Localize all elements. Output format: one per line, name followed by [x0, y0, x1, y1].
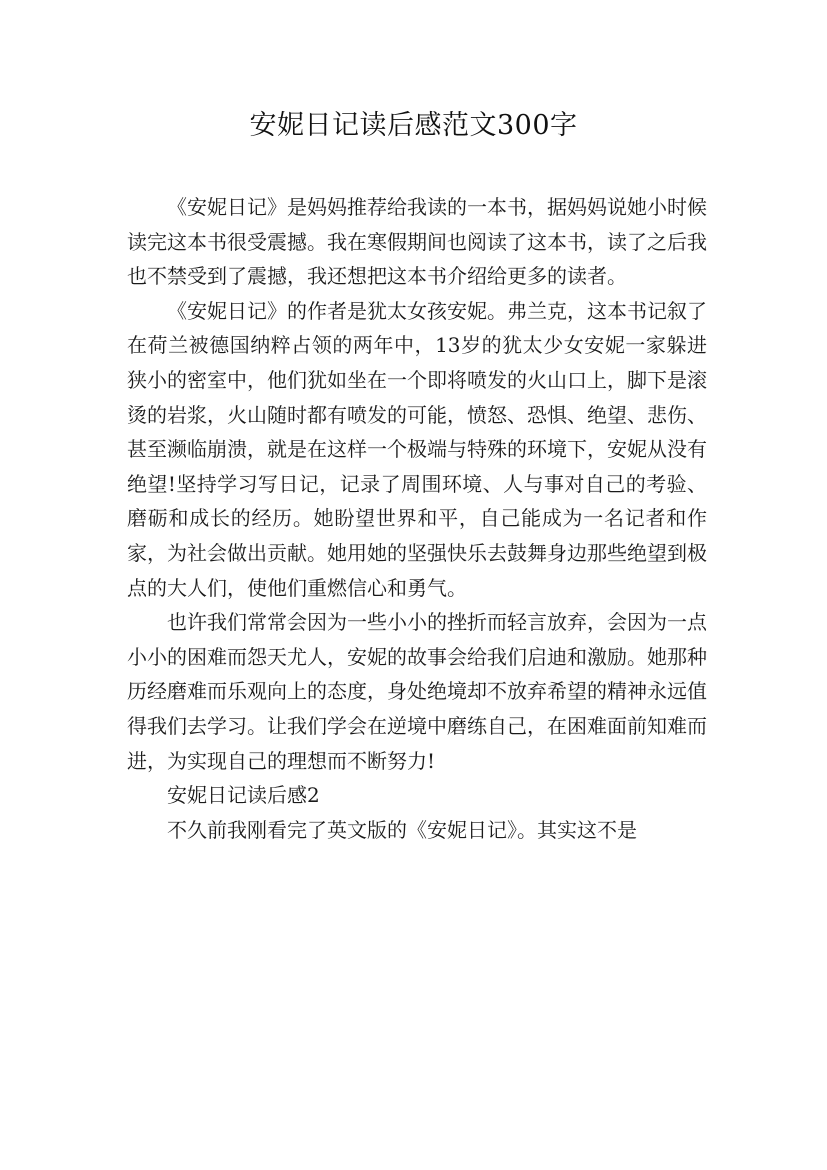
document-body: [127, 190, 707, 847]
paragraph: 也许我们常常会因为一些小小的挫折而轻言放弃，会因为一点小小的困难而怨天尤人，安妮的故事会给我们启迪和激励。她那种历经磨难而乐观向上的态度，身处绝境却不放弃希望的精神永远值得我们去学习。让我们学会在逆境中磨练自己，在困难面前知难而进，为实现自己的理想而不断努力!: [127, 610, 707, 773]
paragraph: 《安妮日记》是妈妈推荐给我读的一本书，据妈妈说她小时候读完这本书很受震撼。我在寒假期间也阅读了这本书，读了之后我也不禁受到了震撼，我还想把这本书介绍给更多的读者。: [127, 195, 707, 289]
page-title: 安妮日记读后感范文300字: [249, 110, 578, 141]
section-heading: 安妮日记读后感2: [167, 783, 320, 808]
paragraph: 不久前我刚看完了英文版的《安妮日记》。其实这不是: [167, 817, 637, 842]
paragraph: 《安妮日记》的作者是犹太女孩安妮。弗兰克，这本书记叙了在荷兰被德国纳粹占领的两年中，13岁的犹太少女安妮一家躲进狭小的密室中，他们犹如坐在一个即将喷发的火山口上，脚下是滚烫的岩浆，火山随时都有喷发的可能，愤怒、恐惧、绝望、悲伤、甚至濒临崩溃，就是在这样一个极端与特殊的环境下，安妮从没有绝望!坚持学习写日记，记录了周围环境、人与事对自己的考验、磨砺和成长的经历。她盼望世界和平，自己能成为一名记者和作家，为社会做出贡献。她用她的坚强快乐去鼓舞身边那些绝望到极点的大人们，使他们重燃信心和勇气。: [127, 298, 707, 600]
